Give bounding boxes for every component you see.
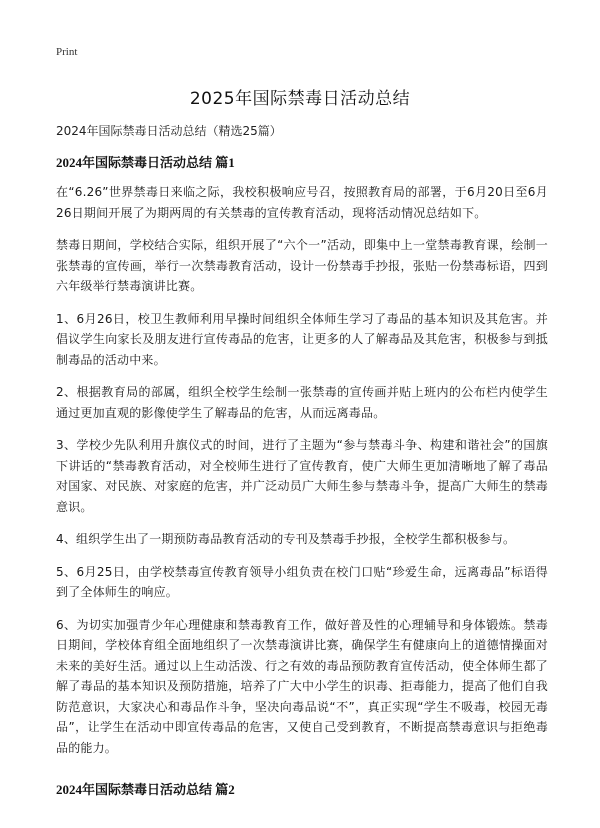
paragraph: 6、为切实加强青少年心理健康和禁毒教育工作，做好普及性的心理辅导和身体锻炼。禁毒日期间，学校体育组全面地组织了一次禁毒演讲比赛，确保学生有健康向上的道德情操面对未来的美好生活。通过以上生动活泼、行之有效的毒品预防教育宣传活动，使全体师生都了解了毒品的基本知识及预防措施，培养了广大中小学生的识毒、拒毒能力，提高了他们自我防范意识，大家决心和毒品作斗争，坚决向毒品说“不”，真正实现“学生不吸毒，校园无毒品”，让学生在活动中即宣传毒品的危害，又使自己受到教育，不断提高禁毒意识与拒绝毒品的能力。 <box>56 617 548 755</box>
paragraph: 1、6月26日，校卫生教师利用早操时间组织全体师生学习了毒品的基本知识及其危害。并倡议学生向家长及朋友进行宣传毒品的危害，让更多的人了解毒品及其危害，积极参与到抵制毒品的活动中来。 <box>56 311 548 367</box>
section-heading-2: 2024年国际禁毒日活动总结 篇2 <box>56 782 235 797</box>
paragraph: 2、根据教育局的部属，组织全校学生绘制一张禁毒的宣传画并贴上班内的公布栏内使学生通过更加直观的影像使学生了解毒品的危害，从而远离毒品。 <box>56 385 548 420</box>
paragraph: 5、6月25日，由学校禁毒宣传教育领导小组负责在校门口贴“珍爱生命，远离毒品”标语得到了全体师生的响应。 <box>56 564 548 599</box>
print-link[interactable]: Print <box>56 46 78 58</box>
section-body-1 <box>56 182 548 770</box>
paragraph: 3、学校少先队利用升旗仪式的时间，进行了主题为“参与禁毒斗争、构建和谐社会”的国旗下讲话的“禁毒教育活动，对全校师生进行了宣传教育，使广大师生更加清晰地了解了毒品对国家、对民族、对家庭的危害，并广泛动员广大师生参与禁毒斗争，提高广大师生的禁毒意识。 <box>56 438 548 514</box>
paragraph: 禁毒日期间，学校结合实际，组织开展了“六个一”活动，即集中上一堂禁毒教育课，绘制一张禁毒的宣传画，举行一次禁毒教育活动，设计一份禁毒手抄报，张贴一份禁毒标语，四到六年级举行禁毒演讲比赛。 <box>56 238 548 293</box>
section-heading-1: 2024年国际禁毒日活动总结 篇1 <box>56 155 235 170</box>
paragraph: 在“6.26”世界禁毒日来临之际，我校积极响应号召，按照教育局的部署，于6月20日至6月26日期间开展了为期两周的有关禁毒的宣传教育活动，现将活动情况总结如下。 <box>56 185 548 220</box>
document-subtitle: 2024年国际禁毒日活动总结（精选25篇） <box>56 124 282 138</box>
page-title: 2025年国际禁毒日活动总结 <box>189 89 411 109</box>
paragraph: 4、组织学生出了一期预防毒品教育活动的专刊及禁毒手抄报，全校学生都积极参与。 <box>56 532 516 546</box>
